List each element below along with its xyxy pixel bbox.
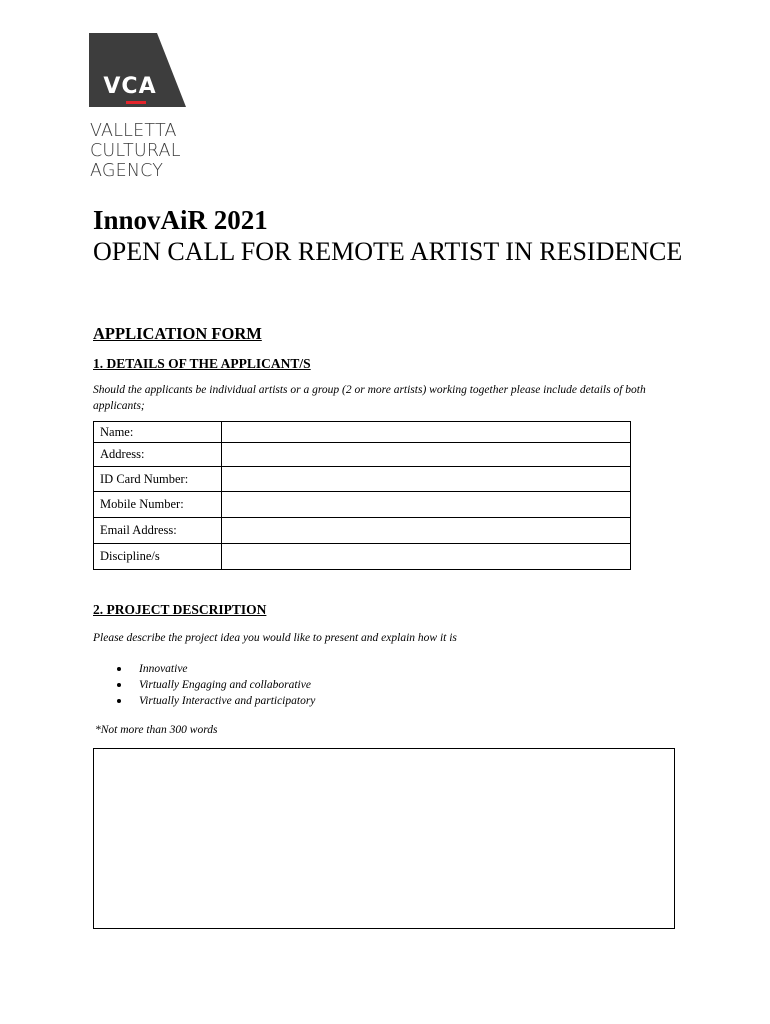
table-row xyxy=(94,492,631,518)
form-heading: APPLICATION FORM xyxy=(93,324,262,343)
project-description-box[interactable] xyxy=(93,748,675,929)
bullet-icon xyxy=(117,667,121,671)
word-limit-note: *Not more than 300 words xyxy=(95,724,218,736)
list-item xyxy=(117,677,315,693)
list-item-text: Innovative xyxy=(139,663,188,675)
table-row xyxy=(94,518,631,544)
list-item xyxy=(117,661,315,677)
logo-letters: VCA xyxy=(103,74,157,99)
agency-name xyxy=(90,121,181,181)
discipline-field[interactable] xyxy=(222,544,631,570)
address-field[interactable] xyxy=(222,443,631,467)
section2-heading: 2. PROJECT DESCRIPTION xyxy=(93,602,267,617)
logo-accent-bar xyxy=(126,101,146,104)
section1-instruction: Should the applicants be individual artists or a group (2 or more artists) working together please include details of both applicants; xyxy=(93,384,646,412)
field-label: Address: xyxy=(94,443,222,467)
criteria-list xyxy=(117,661,315,709)
document-title: InnovAiR 2021 xyxy=(93,205,268,235)
table-row xyxy=(94,544,631,570)
section1-heading: 1. DETAILS OF THE APPLICANT/S xyxy=(93,356,311,371)
table-row xyxy=(94,422,631,443)
agency-name-line: CULTURAL xyxy=(90,141,181,161)
field-label: Email Address: xyxy=(94,518,222,544)
list-item xyxy=(117,693,315,709)
bullet-icon xyxy=(117,699,121,703)
email-field[interactable] xyxy=(222,518,631,544)
vca-logo xyxy=(89,33,189,107)
list-item-text: Virtually Interactive and participatory xyxy=(139,695,316,707)
document-subtitle: OPEN CALL FOR REMOTE ARTIST IN RESIDENCE xyxy=(93,237,683,266)
table-row xyxy=(94,467,631,492)
field-label: Name: xyxy=(94,422,222,443)
bullet-icon xyxy=(117,683,121,687)
agency-name-line: AGENCY xyxy=(90,161,164,181)
applicant-details-table xyxy=(93,421,631,570)
name-field[interactable] xyxy=(222,422,631,443)
id-card-field[interactable] xyxy=(222,467,631,492)
section2-instruction: Please describe the project idea you would like to present and explain how it is xyxy=(93,632,457,644)
table-row xyxy=(94,443,631,467)
mobile-number-field[interactable] xyxy=(222,492,631,518)
field-label: Discipline/s xyxy=(94,544,222,570)
agency-name-line: VALLETTA xyxy=(90,121,177,141)
field-label: Mobile Number: xyxy=(94,492,222,518)
list-item-text: Virtually Engaging and collaborative xyxy=(139,679,311,691)
field-label: ID Card Number: xyxy=(94,467,222,492)
